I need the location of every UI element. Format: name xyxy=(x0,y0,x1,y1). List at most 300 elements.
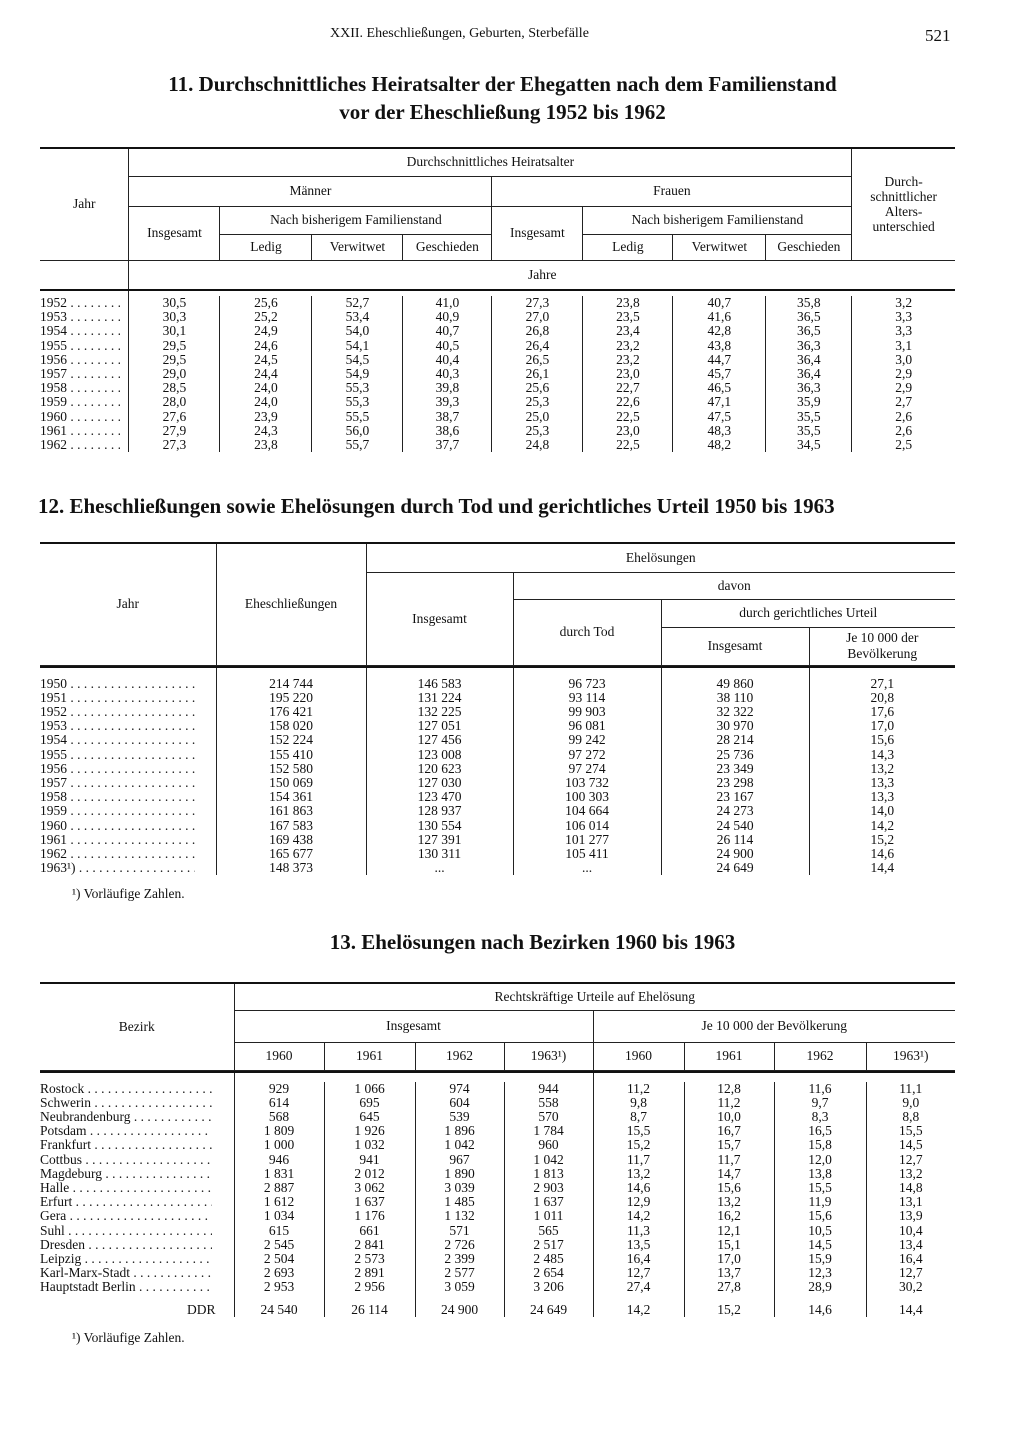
table-cell: 2 573 xyxy=(324,1252,415,1266)
table-cell: 55,3 xyxy=(312,395,403,409)
table-cell: 23,5 xyxy=(583,310,673,324)
col-header-durch-tod: durch Tod xyxy=(513,599,661,665)
table-cell: 13,8 xyxy=(774,1167,866,1181)
row-label xyxy=(40,804,216,818)
table-cell: 14,4 xyxy=(809,861,955,875)
col-header-jahr: Jahr xyxy=(40,543,216,665)
row-label xyxy=(40,719,216,733)
table-cell: 15,2 xyxy=(809,833,955,847)
table-cell: 30,1 xyxy=(129,324,220,338)
table-cell: 1 896 xyxy=(415,1124,504,1138)
table-cell: 12,9 xyxy=(593,1195,684,1209)
table-cell: 53,4 xyxy=(312,310,403,324)
table-cell: 27,4 xyxy=(593,1280,684,1294)
bezirk-label: Neubrandenburg . . . xyxy=(40,1110,212,1124)
table-cell: 11,3 xyxy=(593,1224,684,1238)
table-cell: 15,2 xyxy=(684,1295,774,1317)
table-row xyxy=(40,705,955,719)
table-cell: 1 066 xyxy=(324,1082,415,1096)
row-label xyxy=(40,847,216,861)
col-header-geschieden-m: Geschieden xyxy=(403,234,492,260)
table-cell: 13,4 xyxy=(866,1238,955,1252)
col-header-eheschliessungen: Eheschließungen xyxy=(216,543,366,665)
table-cell: 13,2 xyxy=(866,1167,955,1181)
row-label xyxy=(40,1096,234,1110)
col-header-insgesamt-m: Insgesamt xyxy=(129,206,220,260)
col-header-bezirk: Bezirk xyxy=(40,983,234,1070)
row-label xyxy=(40,762,216,776)
table-cell: 54,9 xyxy=(312,367,403,381)
row-label xyxy=(40,790,216,804)
table-cell: 38,6 xyxy=(403,424,492,438)
row-label xyxy=(40,1195,234,1209)
table-cell: 55,5 xyxy=(312,410,403,424)
table-cell: 23,8 xyxy=(583,296,673,310)
table-cell: 176 421 xyxy=(216,705,366,719)
table-row xyxy=(40,1138,955,1152)
table-row xyxy=(40,1238,955,1252)
table-cell: 36,5 xyxy=(766,324,852,338)
table-cell: 570 xyxy=(504,1110,593,1124)
table-cell: 974 xyxy=(415,1082,504,1096)
table-row xyxy=(40,1280,955,1294)
table-cell: 23,2 xyxy=(583,353,673,367)
table-cell: 558 xyxy=(504,1096,593,1110)
table-cell: 2 399 xyxy=(415,1252,504,1266)
table-cell: 130 554 xyxy=(366,819,513,833)
table-row xyxy=(40,310,955,324)
col-header-ledig-f: Ledig xyxy=(583,234,673,260)
table-cell: 8,3 xyxy=(774,1110,866,1124)
bezirk-label: Suhl . . . xyxy=(40,1224,212,1238)
table-cell: 23 298 xyxy=(661,776,809,790)
table-cell: 14,5 xyxy=(866,1138,955,1152)
table-cell: 15,9 xyxy=(774,1252,866,1266)
table-cell: 93 114 xyxy=(513,691,661,705)
table-cell: 28,9 xyxy=(774,1280,866,1294)
table-cell: 24 649 xyxy=(504,1295,593,1317)
table-cell: 27,6 xyxy=(129,410,220,424)
table-11-title-line-2: vor der Eheschließung 1952 bis 1962 xyxy=(339,100,666,124)
table-cell: 24,0 xyxy=(220,395,312,409)
table-cell: 2 517 xyxy=(504,1238,593,1252)
table-cell: 1 784 xyxy=(504,1124,593,1138)
table-cell: 127 051 xyxy=(366,719,513,733)
table-cell: 127 456 xyxy=(366,733,513,747)
table-cell: 10,4 xyxy=(866,1224,955,1238)
table-cell: 29,0 xyxy=(129,367,220,381)
col-header-urteile: Rechtskräftige Urteile auf Ehelösung xyxy=(234,983,955,1010)
table-cell: 27,1 xyxy=(809,677,955,691)
table-cell: 40,4 xyxy=(403,353,492,367)
table-row xyxy=(40,1209,955,1223)
col-header-verwitwet-f: Verwitwet xyxy=(673,234,766,260)
table-row xyxy=(40,296,955,310)
col-header-verwitwet-m: Verwitwet xyxy=(312,234,403,260)
table-row xyxy=(40,762,955,776)
table-cell: 48,2 xyxy=(673,438,766,452)
col-header-ledig-m: Ledig xyxy=(220,234,312,260)
table-cell: 38 110 xyxy=(661,691,809,705)
bezirk-label: Hauptstadt Berlin . . . xyxy=(40,1280,212,1294)
table-cell: 42,8 xyxy=(673,324,766,338)
table-row xyxy=(40,1181,955,1195)
table-row xyxy=(40,367,955,381)
total-label: DDR xyxy=(186,1302,216,1317)
col-header-insgesamt: Insgesamt xyxy=(234,1010,593,1042)
table-cell: 40,7 xyxy=(673,296,766,310)
col-header-insgesamt-urteil: Insgesamt xyxy=(661,627,809,665)
table-cell: 28,0 xyxy=(129,395,220,409)
table-cell: 30,5 xyxy=(129,296,220,310)
table-cell: 54,1 xyxy=(312,339,403,353)
total-row xyxy=(40,1295,955,1317)
table-cell: 2 953 xyxy=(234,1280,324,1294)
row-label xyxy=(40,1266,234,1280)
table-cell: 14,6 xyxy=(809,847,955,861)
table-cell: 12,1 xyxy=(684,1224,774,1238)
year-label: 1952 . . . xyxy=(40,296,120,310)
year-label: 1963¹) . . . xyxy=(40,861,195,875)
table-cell: 214 744 xyxy=(216,677,366,691)
table-cell: 40,5 xyxy=(403,339,492,353)
row-label xyxy=(40,1238,234,1252)
table-cell: 1 042 xyxy=(504,1153,593,1167)
row-label xyxy=(40,691,216,705)
table-cell: 3,1 xyxy=(852,339,955,353)
row-label xyxy=(40,410,129,424)
table-cell: 25,0 xyxy=(492,410,583,424)
col-header-year: 1960 xyxy=(593,1042,684,1070)
table-row xyxy=(40,1096,955,1110)
table-cell: 1 637 xyxy=(324,1195,415,1209)
table-cell: 36,5 xyxy=(766,310,852,324)
year-label: 1956 . . . xyxy=(40,353,120,367)
table-cell: ... xyxy=(366,861,513,875)
table-cell: 25,6 xyxy=(492,381,583,395)
table-cell: 24 540 xyxy=(661,819,809,833)
year-label: 1952 . . . xyxy=(40,705,195,719)
col-header-familienstand-f: Nach bisherigem Familienstand xyxy=(583,206,852,234)
table-cell: 1 000 xyxy=(234,1138,324,1152)
table-cell: 1 485 xyxy=(415,1195,504,1209)
table-cell: 97 274 xyxy=(513,762,661,776)
table-cell: 3 062 xyxy=(324,1181,415,1195)
table-row xyxy=(40,1195,955,1209)
table-cell: 12,7 xyxy=(866,1266,955,1280)
year-label: 1954 . . . xyxy=(40,324,120,338)
table-cell: 11,7 xyxy=(684,1153,774,1167)
table-cell: 96 723 xyxy=(513,677,661,691)
table-cell: 132 225 xyxy=(366,705,513,719)
year-label: 1953 . . . xyxy=(40,310,120,324)
table-cell: 16,4 xyxy=(593,1252,684,1266)
table-cell: 35,5 xyxy=(766,410,852,424)
table-cell: 14,4 xyxy=(866,1295,955,1317)
table-cell: 130 311 xyxy=(366,847,513,861)
table-cell: 25,2 xyxy=(220,310,312,324)
table-cell: 2,6 xyxy=(852,410,955,424)
table-11-title xyxy=(40,70,965,126)
table-cell: 46,5 xyxy=(673,381,766,395)
table-cell: 100 303 xyxy=(513,790,661,804)
col-header-je-10000: Je 10 000 der Bevölkerung xyxy=(593,1010,955,1042)
col-header-year: 1963¹) xyxy=(866,1042,955,1070)
table-cell: 128 937 xyxy=(366,804,513,818)
table-cell: 929 xyxy=(234,1082,324,1096)
col-header-age-difference: Durch-schnittlicher Alters-unterschied xyxy=(852,148,955,260)
table-cell: 55,7 xyxy=(312,438,403,452)
table-row xyxy=(40,339,955,353)
table-cell: 24 900 xyxy=(661,847,809,861)
table-cell: 105 411 xyxy=(513,847,661,861)
table-cell: 9,7 xyxy=(774,1096,866,1110)
table-cell: 10,5 xyxy=(774,1224,866,1238)
row-label xyxy=(40,395,129,409)
table-cell: 9,0 xyxy=(866,1096,955,1110)
table-cell: 40,9 xyxy=(403,310,492,324)
table-cell: 967 xyxy=(415,1153,504,1167)
table-cell: 11,1 xyxy=(866,1082,955,1096)
col-header-je-10000: Je 10 000 der Bevölkerung xyxy=(809,627,955,665)
table-cell: 41,6 xyxy=(673,310,766,324)
table-cell: 24,9 xyxy=(220,324,312,338)
table-cell: 1 011 xyxy=(504,1209,593,1223)
table-cell: 1 132 xyxy=(415,1209,504,1223)
table-cell: 146 583 xyxy=(366,677,513,691)
table-cell: 14,3 xyxy=(809,748,955,762)
year-label: 1961 . . . xyxy=(40,424,120,438)
row-label xyxy=(40,324,129,338)
table-row xyxy=(40,381,955,395)
row-label xyxy=(40,1252,234,1266)
table-cell: 944 xyxy=(504,1082,593,1096)
table-cell: 169 438 xyxy=(216,833,366,847)
table-cell: 27,0 xyxy=(492,310,583,324)
table-cell: 36,4 xyxy=(766,367,852,381)
year-label: 1962 . . . xyxy=(40,438,120,452)
table-cell: 39,3 xyxy=(403,395,492,409)
table-cell: 24,8 xyxy=(492,438,583,452)
table-cell: 15,5 xyxy=(866,1124,955,1138)
table-cell: 54,0 xyxy=(312,324,403,338)
table-cell: 1 813 xyxy=(504,1167,593,1181)
table-cell: 645 xyxy=(324,1110,415,1124)
year-label: 1950 . . . xyxy=(40,677,195,691)
table-cell: 32 322 xyxy=(661,705,809,719)
table-cell: 8,7 xyxy=(593,1110,684,1124)
table-cell: 2,6 xyxy=(852,424,955,438)
table-row xyxy=(40,324,955,338)
table-cell: 40,7 xyxy=(403,324,492,338)
table-cell: 26,1 xyxy=(492,367,583,381)
table-cell: 2 693 xyxy=(234,1266,324,1280)
table-cell: 23 167 xyxy=(661,790,809,804)
table-cell: 1 809 xyxy=(234,1124,324,1138)
table-cell: 15,5 xyxy=(774,1181,866,1195)
year-label: 1959 . . . xyxy=(40,804,195,818)
col-header-gerichtliches-urteil: durch gerichtliches Urteil xyxy=(661,599,955,627)
table-cell: 17,6 xyxy=(809,705,955,719)
table-cell: 12,8 xyxy=(684,1082,774,1096)
table-cell: 103 732 xyxy=(513,776,661,790)
bezirk-label: Karl-Marx-Stadt . . . xyxy=(40,1266,212,1280)
year-label: 1957 . . . xyxy=(40,776,195,790)
table-cell: 2 545 xyxy=(234,1238,324,1252)
table-cell: 615 xyxy=(234,1224,324,1238)
bezirk-label: Frankfurt . . . xyxy=(40,1138,212,1152)
table-cell: 571 xyxy=(415,1224,504,1238)
table-cell: 97 272 xyxy=(513,748,661,762)
table-row xyxy=(40,861,955,875)
table-cell: 28,5 xyxy=(129,381,220,395)
col-header-insgesamt-f: Insgesamt xyxy=(492,206,583,260)
table-cell: 99 903 xyxy=(513,705,661,719)
table-cell: 24,5 xyxy=(220,353,312,367)
table-row xyxy=(40,438,955,452)
table-cell: 695 xyxy=(324,1096,415,1110)
row-label xyxy=(40,1181,234,1195)
table-cell: 2,9 xyxy=(852,381,955,395)
table-cell: 25,3 xyxy=(492,424,583,438)
table-cell: 11,2 xyxy=(593,1082,684,1096)
table-cell: 13,5 xyxy=(593,1238,684,1252)
table-cell: 27,9 xyxy=(129,424,220,438)
table-cell: 2 577 xyxy=(415,1266,504,1280)
table-cell: 13,3 xyxy=(809,776,955,790)
year-label: 1962 . . . xyxy=(40,847,195,861)
table-cell: 13,1 xyxy=(866,1195,955,1209)
table-12 xyxy=(40,542,955,875)
table-cell: 20,8 xyxy=(809,691,955,705)
table-cell: 12,7 xyxy=(866,1153,955,1167)
table-cell: 38,7 xyxy=(403,410,492,424)
table-row xyxy=(40,847,955,861)
col-header-year: 1961 xyxy=(684,1042,774,1070)
table-cell: 167 583 xyxy=(216,819,366,833)
table-cell: 127 391 xyxy=(366,833,513,847)
col-header-year: 1962 xyxy=(415,1042,504,1070)
row-label xyxy=(40,861,216,875)
row-label xyxy=(40,1153,234,1167)
table-cell: 55,3 xyxy=(312,381,403,395)
table-cell: 2 012 xyxy=(324,1167,415,1181)
row-label xyxy=(40,1167,234,1181)
table-cell: 614 xyxy=(234,1096,324,1110)
table-cell: 15,2 xyxy=(593,1138,684,1152)
table-cell: 14,2 xyxy=(593,1295,684,1317)
table-cell: 123 008 xyxy=(366,748,513,762)
table-cell: 22,7 xyxy=(583,381,673,395)
col-header-familienstand-m: Nach bisherigem Familienstand xyxy=(220,206,492,234)
table-cell: 43,8 xyxy=(673,339,766,353)
table-cell: 23,4 xyxy=(583,324,673,338)
year-label: 1955 . . . xyxy=(40,748,195,762)
table-cell: 22,6 xyxy=(583,395,673,409)
table-cell: 25,6 xyxy=(220,296,312,310)
year-label: 1960 . . . xyxy=(40,819,195,833)
table-cell: 23,8 xyxy=(220,438,312,452)
table-cell: 37,7 xyxy=(403,438,492,452)
table-cell: 41,0 xyxy=(403,296,492,310)
year-label: 1951 . . . xyxy=(40,691,195,705)
col-header-year: 1962 xyxy=(774,1042,866,1070)
table-cell: 155 410 xyxy=(216,748,366,762)
table-cell: 10,0 xyxy=(684,1110,774,1124)
table-row xyxy=(40,1167,955,1181)
row-label xyxy=(40,1295,234,1317)
table-row xyxy=(40,1224,955,1238)
table-cell: 13,2 xyxy=(684,1195,774,1209)
bezirk-label: Magdeburg . . . xyxy=(40,1167,212,1181)
table-cell: 25,3 xyxy=(492,395,583,409)
row-label xyxy=(40,705,216,719)
row-label xyxy=(40,339,129,353)
unit-row-jahre: Jahre xyxy=(129,260,955,290)
table-cell: 35,9 xyxy=(766,395,852,409)
table-cell: 101 277 xyxy=(513,833,661,847)
table-cell: 1 926 xyxy=(324,1124,415,1138)
table-cell: 154 361 xyxy=(216,790,366,804)
table-cell: 17,0 xyxy=(809,719,955,733)
table-cell: 127 030 xyxy=(366,776,513,790)
row-label xyxy=(40,776,216,790)
table-row xyxy=(40,395,955,409)
table-cell: 3,3 xyxy=(852,310,955,324)
table-cell: 1 032 xyxy=(324,1138,415,1152)
year-label: 1956 . . . xyxy=(40,762,195,776)
row-label xyxy=(40,310,129,324)
table-13-footnote: ¹) Vorläufige Zahlen. xyxy=(72,1330,185,1345)
table-cell: 36,3 xyxy=(766,339,852,353)
bezirk-label: Rostock . . . xyxy=(40,1082,212,1096)
row-label xyxy=(40,1110,234,1124)
year-label: 1954 . . . xyxy=(40,733,195,747)
table-cell: 165 677 xyxy=(216,847,366,861)
table-cell: 96 081 xyxy=(513,719,661,733)
table-row xyxy=(40,1082,955,1096)
table-cell: 14,2 xyxy=(593,1209,684,1223)
table-cell: 1 831 xyxy=(234,1167,324,1181)
row-label xyxy=(40,733,216,747)
table-cell: 8,8 xyxy=(866,1110,955,1124)
table-cell: 26 114 xyxy=(324,1295,415,1317)
row-label xyxy=(40,1082,234,1096)
table-cell: 35,8 xyxy=(766,296,852,310)
table-cell: 2,7 xyxy=(852,395,955,409)
table-cell: 26,8 xyxy=(492,324,583,338)
table-row xyxy=(40,1266,955,1280)
bezirk-label: Cottbus . . . xyxy=(40,1153,212,1167)
table-cell: 3 059 xyxy=(415,1280,504,1294)
table-cell: 24,0 xyxy=(220,381,312,395)
table-cell: 14,2 xyxy=(809,819,955,833)
table-cell: 161 863 xyxy=(216,804,366,818)
table-cell: 15,5 xyxy=(593,1124,684,1138)
table-cell: 148 373 xyxy=(216,861,366,875)
table-cell: 11,9 xyxy=(774,1195,866,1209)
table-cell: 16,7 xyxy=(684,1124,774,1138)
table-cell: 120 623 xyxy=(366,762,513,776)
row-label xyxy=(40,1138,234,1152)
table-cell: 1 612 xyxy=(234,1195,324,1209)
table-cell: 946 xyxy=(234,1153,324,1167)
table-cell: 15,1 xyxy=(684,1238,774,1252)
year-label: 1957 . . . xyxy=(40,367,120,381)
table-cell: 152 224 xyxy=(216,733,366,747)
table-cell: 11,7 xyxy=(593,1153,684,1167)
row-label xyxy=(40,1209,234,1223)
